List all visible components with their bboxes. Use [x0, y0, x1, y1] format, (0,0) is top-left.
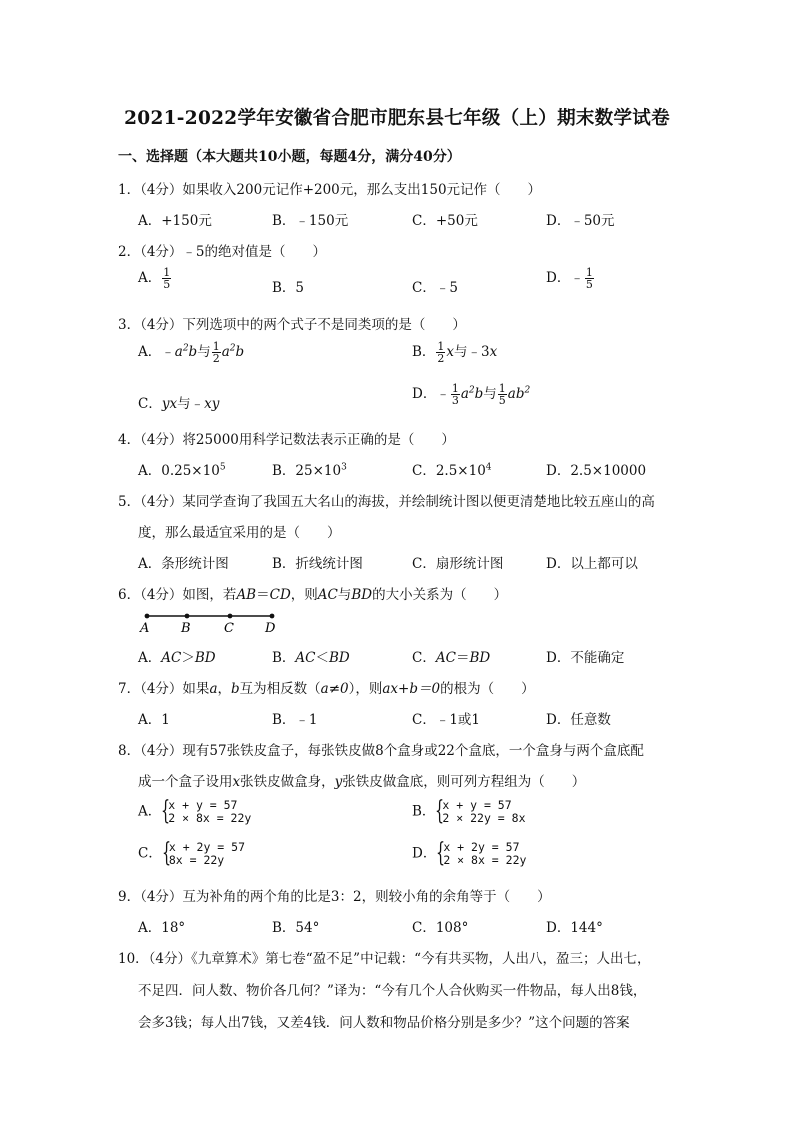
question-10-line3: 会多3钱；每人出7钱，又差4钱．问人数和物品价格分别是多少？”这个问题的答案 — [138, 1015, 630, 1031]
exponent: 3 — [341, 462, 347, 473]
exponent: 4 — [485, 462, 492, 473]
q7-stem-pre: 7．（4分）如果 — [118, 681, 210, 697]
q3-b-mid: 与﹣3 — [454, 344, 490, 360]
q4-option-d[interactable]: D．2.5×10000 — [546, 463, 647, 479]
q7-stem-mid2: ），则 — [348, 681, 383, 697]
question-10-line2: 不足四．问人数、物价各几何？”译为：“今有几个人合伙购买一件物品，每人出8钱， — [138, 983, 647, 999]
option-label: D． — [412, 845, 437, 862]
equation-line: x + y = 57 — [168, 798, 238, 812]
math-term: xy — [204, 396, 220, 412]
numerator: 1 — [437, 340, 445, 353]
q9-option-a[interactable]: A．18° — [138, 920, 186, 936]
q4-option-b[interactable] — [272, 459, 347, 479]
equation-system — [436, 838, 527, 868]
exponent: 5 — [219, 462, 226, 473]
q2-a-prefix: A． — [138, 270, 162, 286]
q3-c-prefix: C． — [138, 396, 162, 412]
q3-d-prefix: D．﹣ — [412, 386, 450, 402]
q5-option-b[interactable]: B．折线统计图 — [272, 556, 363, 572]
q9-option-d[interactable]: D．144° — [546, 920, 603, 936]
question-8-stem-line2 — [138, 770, 585, 790]
q3-c-mid: 与﹣ — [177, 396, 205, 412]
math-term: a — [209, 681, 218, 697]
q6-stem-yu: 与 — [337, 587, 352, 603]
denominator: 2 — [212, 352, 220, 365]
q3-option-a[interactable] — [138, 340, 244, 364]
math-term: x — [489, 344, 498, 360]
fraction — [162, 267, 171, 290]
question-2-stem: 2．（4分）﹣5的绝对值是（ ） — [118, 244, 327, 260]
math-term: AC — [295, 650, 316, 666]
q3-d-mid: 与 — [483, 386, 497, 402]
equation-line: 2 × 22y = 8x — [442, 811, 526, 825]
question-1-stem: 1．（4分）如果收入200元记作+200元，那么支出150元记作（ ） — [118, 182, 542, 198]
numerator: 1 — [212, 340, 220, 353]
math-term: BD — [194, 650, 216, 666]
question-4-stem: 4．（4分）将25000用科学记数法表示正确的是（ ） — [118, 432, 455, 448]
point-b-label: B — [181, 621, 191, 636]
question-6-stem — [118, 583, 507, 603]
equation-line: x + y = 57 — [442, 798, 512, 812]
q1-option-d[interactable]: D．﹣50元 — [546, 213, 615, 229]
q3-option-d[interactable] — [412, 382, 530, 406]
q6-stem-pre: 6．（4分）如图，若 — [118, 587, 237, 603]
math-term: b — [231, 681, 240, 697]
q8-option-c[interactable] — [138, 838, 246, 868]
point-c-dot — [228, 614, 233, 619]
q6-option-b[interactable]: B．AC＜BD — [272, 650, 350, 666]
q3-option-b[interactable] — [412, 340, 497, 364]
question-10-line1: 10．（4分）《九章算术》第七卷“盈不足”中记载：“今有共买物，人出八，盈三；人出七， — [118, 951, 651, 967]
equation-line: 2 × 8x = 22y — [443, 853, 527, 867]
relation: ＞ — [181, 650, 195, 666]
math-term: BD — [329, 650, 350, 666]
q8-stem-mid: 张铁皮做盒身， — [240, 774, 335, 790]
q7-option-c[interactable]: C．﹣1或1 — [412, 712, 481, 728]
point-a-label: A — [140, 621, 150, 636]
math-term: $ab^2$ — [507, 385, 531, 402]
fraction — [451, 383, 460, 406]
numerator: 1 — [163, 266, 171, 279]
line-segment-figure — [140, 612, 286, 636]
q6-option-d[interactable]: D．不能确定 — [546, 650, 625, 666]
denominator: 3 — [451, 394, 459, 407]
question-5-stem-line2: 度，那么最适宜采用的是（ ） — [138, 525, 341, 541]
q9-option-c[interactable]: C．108° — [412, 920, 469, 936]
q8-option-a[interactable] — [138, 796, 252, 826]
equation-line: x + 2y = 57 — [443, 840, 520, 854]
fraction — [436, 341, 445, 364]
q2-option-d[interactable] — [546, 266, 595, 290]
option-label: B． — [412, 803, 436, 820]
relation: ＝ — [455, 650, 470, 666]
math-term: BD — [351, 587, 373, 603]
relation: ＜ — [315, 650, 330, 666]
q4-b-text: B．25×10 — [272, 463, 342, 479]
brace-icon: { — [436, 838, 446, 868]
q7-comma: ， — [217, 681, 231, 697]
question-3-stem: 3．（4分）下列选项中的两个式子不是同类项的是（ ） — [118, 317, 466, 333]
q8-option-d[interactable] — [412, 838, 527, 868]
q2-option-b[interactable]: B．5 — [272, 280, 305, 296]
numerator: 1 — [585, 266, 593, 279]
exam-title: 2021-2022学年安徽省合肥市肥东县七年级（上）期末数学试卷 — [124, 108, 670, 129]
q2-d-prefix: D．﹣ — [546, 270, 584, 286]
q7-stem-mid: 互为相反数（ — [239, 681, 321, 697]
q7-option-d[interactable]: D．任意数 — [546, 712, 611, 728]
q8-stem-post: 张铁皮做盒底，则可列方程组为（ ） — [342, 774, 586, 790]
q7-option-b[interactable]: B．﹣1 — [272, 712, 318, 728]
question-9-stem: 9．（4分）互为补角的两个角的比是3：2，则较小角的余角等于（ ） — [118, 889, 551, 905]
brace-icon: { — [435, 796, 445, 826]
math-term: $a^2b$ — [174, 343, 198, 360]
fraction — [212, 341, 221, 364]
q6-option-a[interactable]: A．AC＞BD — [138, 650, 216, 666]
numerator: 1 — [498, 382, 506, 395]
point-a-dot — [145, 614, 150, 619]
q5-option-a[interactable]: A．条形统计图 — [138, 556, 229, 572]
denominator: 5 — [585, 278, 593, 291]
q7-option-a[interactable]: A．1 — [138, 712, 170, 728]
q7-stem-post: 的根为（ ） — [440, 681, 535, 697]
denominator: 5 — [163, 278, 171, 291]
fraction — [498, 383, 507, 406]
q2-option-a[interactable] — [138, 266, 172, 290]
q8-stem-pre: 成一个盒子设用 — [138, 774, 233, 790]
q4-a-text: A．0.25×10 — [138, 463, 220, 479]
q1-option-c[interactable]: C．+50元 — [412, 213, 478, 229]
q4-c-text: C．2.5×10 — [412, 463, 486, 479]
math-term: $a^2b$ — [460, 385, 484, 402]
brace-icon: { — [161, 838, 171, 868]
q3-b-prefix: B． — [412, 344, 436, 360]
q1-option-a[interactable]: A．+150元 — [138, 213, 212, 229]
q4-option-a[interactable] — [138, 459, 226, 479]
equation-line: 2 × 8x = 22y — [168, 811, 252, 825]
q5-option-d[interactable]: D．以上都可以 — [546, 556, 638, 572]
equation-system — [161, 796, 252, 826]
equation-system — [435, 796, 526, 826]
math-term: a≠0 — [320, 681, 349, 697]
q1-option-b[interactable]: B．﹣150元 — [272, 213, 349, 229]
q6-stem-mid: ，则 — [290, 587, 318, 603]
math-term: $a^2b$ — [221, 343, 245, 360]
math-term: ax+b＝0 — [382, 681, 441, 697]
math-term: y — [334, 774, 343, 790]
denominator: 5 — [498, 394, 506, 407]
q3-a-mid: 与 — [197, 344, 211, 360]
equation-line: 8x = 22y — [168, 853, 225, 867]
q3-a-prefix: A．﹣ — [138, 344, 175, 360]
math-term: BD — [469, 650, 491, 666]
q5-option-c[interactable]: C．扇形统计图 — [412, 556, 504, 572]
math-term: AC — [317, 587, 338, 603]
q8-option-b[interactable] — [412, 796, 526, 826]
q4-option-c[interactable] — [412, 459, 492, 479]
math-term: AC — [161, 650, 182, 666]
point-b-dot — [185, 614, 190, 619]
q6-equals: ＝ — [256, 587, 270, 603]
question-8-stem-line1: 8．（4分）现有57张铁皮盒子，每张铁皮做8个盒身或22个盒底，一个盒身与两个盒底配 — [118, 743, 644, 759]
point-d-dot — [270, 614, 275, 619]
math-term: x — [232, 774, 241, 790]
q2-option-c[interactable]: C．﹣5 — [412, 280, 458, 296]
point-d-label: D — [265, 621, 276, 636]
option-label: A． — [138, 803, 162, 820]
q9-option-b[interactable]: B．54° — [272, 920, 320, 936]
math-term: AB — [236, 587, 257, 603]
math-term: yx — [161, 396, 178, 412]
math-term: AC — [435, 650, 456, 666]
equation-line: x + 2y = 57 — [168, 840, 246, 854]
denominator: 2 — [437, 352, 445, 365]
q3-option-c[interactable] — [138, 392, 219, 412]
point-c-label: C — [224, 621, 234, 636]
brace-icon: { — [161, 796, 171, 826]
question-7-stem — [118, 677, 535, 697]
q6-option-c[interactable]: C．AC＝BD — [412, 650, 491, 666]
equation-system — [161, 838, 246, 868]
math-term: CD — [269, 587, 291, 603]
numerator: 1 — [451, 382, 459, 395]
question-5-stem-line1: 5．（4分）某同学查询了我国五大名山的海拔，并绘制统计图以便更清楚地比较五座山的高 — [118, 494, 655, 510]
q6-stem-post: 的大小关系为（ ） — [372, 587, 508, 603]
fraction — [585, 267, 594, 290]
option-label: C． — [138, 845, 162, 862]
math-term: x — [446, 344, 455, 360]
section-heading: 一、选择题（本大题共10小题，每题4分，满分40分） — [118, 149, 461, 165]
